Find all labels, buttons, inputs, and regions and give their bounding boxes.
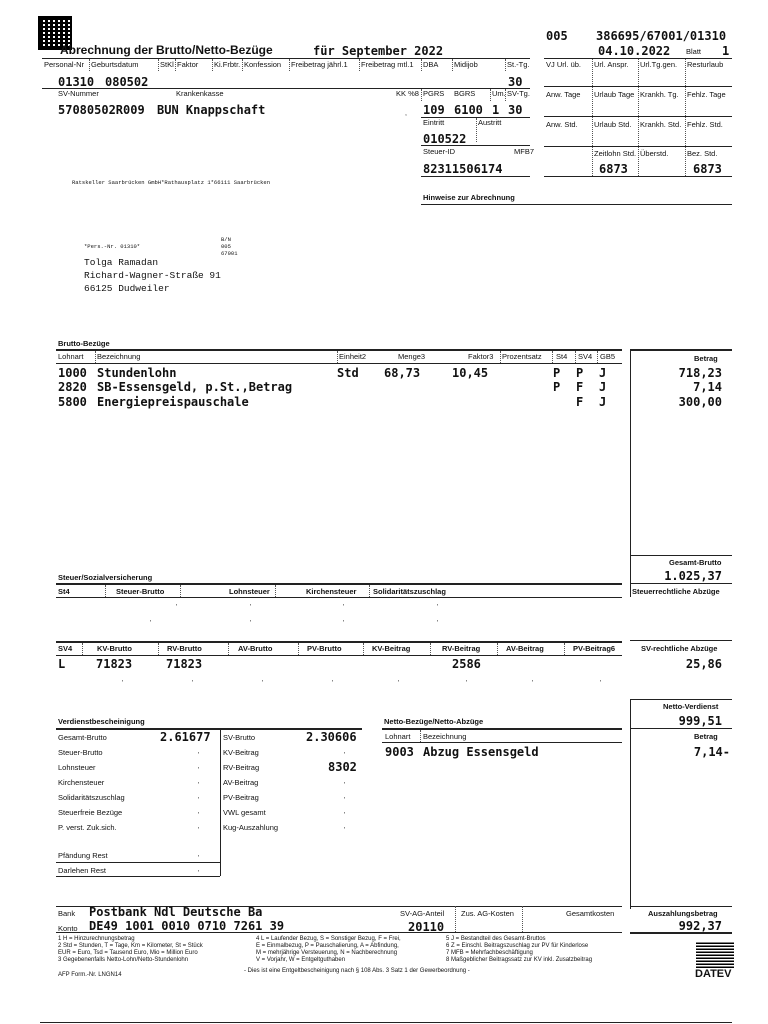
footnote: 4 L = Laufender Bezug, S = Sonstiger Bezug, F = Frei,	[256, 936, 401, 942]
label-zeitlohn-std: Zeitlohn Std.	[594, 149, 637, 158]
sv-col-av-beitrag: AV-Beitrag	[506, 644, 544, 653]
steuer-id-value: 82311506174	[423, 162, 503, 176]
netto-abzuege-row-betrag: 7,14-	[693, 745, 730, 759]
label-fehlz-tage: Fehlz. Tage	[687, 90, 726, 99]
netto-abzuege-col-betrag: Betrag	[694, 732, 718, 741]
footnote: 6 Z = Einschl. Beitragszuschlag zur PV für Kinderlose	[446, 943, 589, 949]
brutto-row-gb: J	[599, 380, 607, 394]
label-sv-tg: SV-Tg.	[507, 89, 530, 98]
payslip-page: Abrechnung der Brutto/Netto-Bezüge für September 2022 005 386695/67001/01310 04.10.2022 Blatt 1 Personal-Nr Geburtsdatum StKl Faktor Ki.Frbtr. Konfession Freibetrag jährl.1 Freibetrag mtl.1 DBA Midijob St.-Tg. 01310 080502 30 SV-Nummer Krankenkasse KK %8 PGRS BGRS Um. SV-Tg. 57080502R009 BUN Knappschaft 109 6100 1 30 , Eintritt Austritt 010522 Steuer-ID MFB7 82311506174 VJ Url. üb. Url. Anspr. Url.Tg.gen. Resturlaub Anw. Tage Urlaub Tage Krankh. Tg. Fehlz. Tage Anw. Std. Urlaub Std. Krankh. Std. Fehlz. Std. Zeitlohn Std. Überstd. Bez. Std. 6873 6873 Ratskeller Saarbrücken GmbH*Rathausplatz 1*66111 Saarbrücken Hinweise zur Abrechnung *Pers.-Nr. 01310* B/N 005 67001 Tolga Ramadan Richard-Wagner-Straße 91 66125 Dudweiler Brutto-Bezüge Lohnart Bezeichnung Einheit2 Menge3 Faktor3 Prozentsatz St4 SV4 GB5 Betrag 1000 Stundenlohn Std 68,73 10,45 P P J 718,23 2820 SB-Essensgeld, p.St.,Betrag P F J 7,14 5800 Energiepreispauschale F J 300,00 Gesamt-Brutto 1.025,37 Steuer/Sozialversicherung St4 Steuer-Brutto Lohnsteuer Kirchensteuer Solidaritätszuschlag Steuerrechtliche Abzüge ' ' ' ' ' ' ' ' SV4 KV-Brutto RV-Brutto AV-Brutto PV-Brutto KV-Beitrag RV-Beitrag AV-Beitrag PV-Beitrag6 SV-rechtliche Abzüge L 71823 71823 2586 25,86 ' ' ' ' ' ' ' ' Netto-Verdienst 999,51 Verdienstbescheinigung Gesamt-Brutto Steuer-Brutto Lohnsteuer Kirchensteuer Solidaritätszuschlag Steuerfreie Bezüge P. verst. Zuk.sich. Pfändung Rest Darlehen Rest 2.61677 ' ' ' ' ' ' ' ' SV-Brutto KV-Beitrag RV-Beitrag AV-Beitrag PV-Beitrag VWL gesamt Kug-Auszahlung 2.30606 8302 ' ' ' ' ' Netto-Bezüge/Netto-Abzüge Lohnart Bezeichnung Betrag 9003 Abzug Essensgeld 7,14- Bank Postbank Ndl Deutsche Ba Konto DE49 1001 0010 0710 7261 39 SV-AG-Anteil 20110 Zus. AG-Kosten Gesamtkosten Auszahlungsbetrag 992,37 1 H = Hinzurechnungsbetrag 2 Std = Stunden, T = Tage, Km = Kilometer, St = Stück EUR = Euro, Tsd = Tausend Euro, Mio = Million Euro 3 Gegebenenfalls Netto-Lohn/Netto-Stundenlohn 4 L = Laufender Bezug, S = Sonstiger Bezug, F = Frei, E = Einmalbezug, P = Pauschalierung, A = Abfindung, M = mehrjährige Versteuerung, N = Nachberechnung V = Vorjahr, W = Entgeltguthaben 5 J = Bestandteil des Gesamt-Bruttos 6 Z = Einschl. Beitragszuschlag zur PV für Kinderlose 7 MFB = Mehrfachbeschäftigung 8 Maßgeblicher Beitragssatz zur KV inkl. Zusatzbeitrag AFP Form.-Nr. LNGN14 - Dies ist eine Entgeltbescheinigung nach § 108 Abs. 3 Satz 1 der Gewerbeordnung - DATEV	[0, 0, 768, 1024]
zeitlohn-std-value: 6873	[599, 162, 628, 176]
sv-value-rv-brutto: 71823	[166, 657, 203, 671]
blatt-value: 1	[722, 44, 730, 58]
label-steuer-id: Steuer-ID	[423, 147, 456, 156]
label-faktor: Faktor	[177, 60, 199, 69]
document-title: Abrechnung der Brutto/Netto-Bezüge	[60, 43, 273, 57]
brutto-col-prozentsatz: Prozentsatz	[502, 352, 542, 361]
brutto-row-gb: J	[599, 395, 607, 409]
label-vj-url: VJ Url. üb.	[546, 60, 582, 69]
label-resturlaub: Resturlaub	[687, 60, 724, 69]
label-personal-nr: Personal-Nr	[44, 60, 85, 69]
label-url-anspr: Url. Anspr.	[594, 60, 629, 69]
bgrs-value: 6100	[454, 103, 483, 117]
netto-abzuege-row-bezeichnung: Abzug Essensgeld	[423, 745, 539, 759]
datev-logo: DATEV	[695, 968, 732, 980]
recipient-street: Richard-Wagner-Straße 91	[84, 270, 221, 281]
verdienst-section-label: Verdienstbescheinigung	[58, 717, 145, 726]
verdienst-right-label: AV-Beitrag	[223, 778, 259, 787]
brutto-row-einheit: Std	[337, 366, 359, 380]
verdienst-left-label: Steuerfreie Bezüge	[58, 808, 123, 817]
address-bn-2: 005	[221, 243, 231, 250]
label-krankh-std: Krankh. Std.	[640, 120, 682, 129]
verdienst-left-label: Pfändung Rest	[58, 851, 108, 860]
netto-abzuege-col-lohnart: Lohnart	[385, 732, 411, 741]
label-pgrs: PGRS	[423, 89, 445, 98]
brutto-col-st: St4	[556, 352, 568, 361]
brutto-row-gb: J	[599, 366, 607, 380]
iban-value: DE49 1001 0010 0710 7261 39	[89, 919, 285, 933]
konto-label: Konto	[58, 924, 78, 933]
brutto-row-betrag: 7,14	[693, 380, 722, 394]
footnote: 8 Maßgeblicher Beitragssatz zur KV inkl. Zusatzbeitrag	[446, 957, 593, 963]
sv-ag-anteil-label: SV-AG-Anteil	[400, 909, 445, 918]
st-tg-value: 30	[508, 75, 523, 89]
gesamtkosten-label: Gesamtkosten	[566, 909, 615, 918]
address-pers-nr: *Pers.-Nr. 01310*	[84, 243, 141, 250]
brutto-col-menge: Menge3	[398, 352, 426, 361]
brutto-col-einheit: Einheit2	[339, 352, 367, 361]
brutto-col-sv: SV4	[578, 352, 593, 361]
brutto-col-betrag: Betrag	[694, 354, 718, 363]
brutto-col-lohnart: Lohnart	[58, 352, 84, 361]
brutto-row-lohnart: 1000	[58, 366, 87, 380]
footnote: V = Vorjahr, W = Entgeltguthaben	[256, 957, 346, 963]
verdienst-gesamt-brutto-value: 2.61677	[160, 730, 211, 744]
bez-std-value: 6873	[693, 162, 722, 176]
sv-col-rv-brutto: RV-Brutto	[167, 644, 202, 653]
label-mfb: MFB7	[514, 147, 535, 156]
verdienst-right-label: VWL gesamt	[223, 808, 266, 817]
brutto-row-sv: F	[576, 395, 584, 409]
blatt-label: Blatt	[686, 47, 702, 56]
sv-value-rv-beitrag: 2586	[452, 657, 481, 671]
gesamt-brutto-label: Gesamt-Brutto	[669, 558, 722, 567]
label-midijob: Midijob	[454, 60, 478, 69]
sv-rechtliche-abzuege-label: SV-rechtliche Abzüge	[641, 644, 718, 653]
sv-value-kv-brutto: 71823	[96, 657, 133, 671]
footnote: 7 MFB = Mehrfachbeschäftigung	[446, 950, 533, 956]
verdienst-left-label: Solidaritätszuschlag	[58, 793, 125, 802]
brutto-row-sv: P	[576, 366, 584, 380]
label-url-tg-gen: Url.Tg.gen.	[640, 60, 678, 69]
brutto-row-betrag: 300,00	[678, 395, 722, 409]
hinweise-label: Hinweise zur Abrechnung	[423, 193, 515, 202]
bank-name: Postbank Ndl Deutsche Ba	[89, 905, 263, 919]
brutto-row-st: P	[553, 380, 561, 394]
label-kk-prozent: KK %8	[396, 89, 419, 98]
label-urlaub-tage: Urlaub Tage	[594, 90, 635, 99]
sv-rechtliche-abzuege-value: 25,86	[685, 657, 722, 671]
period: für September 2022	[313, 44, 444, 58]
krankenkasse-value: BUN Knappschaft	[157, 103, 266, 117]
sv-col-rv-beitrag: RV-Beitrag	[442, 644, 481, 653]
verdienst-left-label: Darlehen Rest	[58, 866, 106, 875]
label-ki-frbtr: Ki.Frbtr.	[214, 60, 241, 69]
verdienst-right-label: SV-Brutto	[223, 733, 256, 742]
label-konfession: Konfession	[244, 60, 282, 69]
label-eintritt: Eintritt	[423, 118, 445, 127]
label-bez-std: Bez. Std.	[687, 149, 718, 158]
sv-col-pv-beitrag: PV-Beitrag6	[573, 644, 616, 653]
steuer-col-lohnsteuer: Lohnsteuer	[229, 587, 270, 596]
sv-col-kv-brutto: KV-Brutto	[97, 644, 132, 653]
footnote: 5 J = Bestandteil des Gesamt-Bruttos	[446, 936, 546, 942]
steuer-col-steuer-brutto: Steuer-Brutto	[116, 587, 165, 596]
ref-number: 386695/67001/01310	[596, 29, 727, 43]
brutto-row-sv: F	[576, 380, 584, 394]
label-urlaub-std: Urlaub Std.	[594, 120, 632, 129]
brutto-row-lohnart: 2820	[58, 380, 87, 394]
label-freibetrag-mtl: Freibetrag mtl.1	[361, 60, 414, 69]
footnote: EUR = Euro, Tsd = Tausend Euro, Mio = Million Euro	[58, 950, 198, 956]
label-anw-tage: Anw. Tage	[546, 90, 581, 99]
address-bn-3: 67001	[221, 250, 238, 257]
label-freibetrag-jaehrl: Freibetrag jährl.1	[291, 60, 348, 69]
sv-col-kv-beitrag: KV-Beitrag	[372, 644, 411, 653]
label-sv-nummer: SV-Nummer	[58, 89, 99, 98]
verdienst-left-label: Steuer-Brutto	[58, 748, 103, 757]
brutto-row-st: P	[553, 366, 561, 380]
sv-col-pv-brutto: PV-Brutto	[307, 644, 342, 653]
recipient-name: Tolga Ramadan	[84, 257, 159, 268]
label-dba: DBA	[423, 60, 439, 69]
footnote: 3 Gegebenenfalls Netto-Lohn/Netto-Stundenlohn	[58, 957, 189, 963]
ref-code: 005	[546, 29, 568, 43]
recipient-city: 66125 Dudweiler	[84, 283, 170, 294]
label-fehlz-std: Fehlz. Std.	[687, 120, 723, 129]
brutto-row-faktor: 10,45	[452, 366, 489, 380]
sv-ag-anteil-value: 20110	[408, 920, 445, 934]
brutto-row-bezeichnung: Energiepreispauschale	[97, 395, 249, 409]
label-stkl: StKl	[160, 60, 174, 69]
steuer-col-st: St4	[58, 587, 70, 596]
verdienst-rv-beitrag-value: 8302	[328, 760, 357, 774]
verdienst-right-label: PV-Beitrag	[223, 793, 259, 802]
sender-line: Ratskeller Saarbrücken GmbH*Rathausplatz 1*66111 Saarbrücken	[72, 179, 271, 186]
gesamt-brutto-value: 1.025,37	[664, 569, 722, 583]
form-number: AFP Form.-Nr. LNGN14	[58, 972, 122, 978]
brutto-col-gb: GB5	[600, 352, 616, 361]
barcode-icon	[696, 942, 734, 968]
personal-nr-value: 01310	[58, 75, 95, 89]
address-bn-1: B/N	[221, 236, 231, 243]
auszahlungsbetrag-label: Auszahlungsbetrag	[648, 909, 718, 918]
netto-verdienst-value: 999,51	[678, 714, 722, 728]
steuer-section-label: Steuer/Sozialversicherung	[58, 573, 153, 582]
auszahlungsbetrag-value: 992,37	[678, 919, 722, 933]
label-bgrs: BGRS	[454, 89, 476, 98]
sv-tg-value: 30	[508, 103, 523, 117]
verdienst-left-label: Kirchensteuer	[58, 778, 105, 787]
brutto-col-bezeichnung: Bezeichnung	[97, 352, 141, 361]
brutto-section-label: Brutto-Bezüge	[58, 339, 110, 348]
sv-col-sv: SV4	[58, 644, 73, 653]
netto-abzuege-row-lohnart: 9003	[385, 745, 414, 759]
pgrs-value: 109	[423, 103, 445, 117]
footnote: 2 Std = Stunden, T = Tage, Km = Kilometer, St = Stück	[58, 943, 203, 949]
document-date: 04.10.2022	[598, 44, 671, 58]
verdienst-left-label: P. verst. Zuk.sich.	[58, 823, 117, 832]
sv-col-av-brutto: AV-Brutto	[238, 644, 273, 653]
brutto-col-faktor: Faktor3	[468, 352, 494, 361]
label-krankh-tg: Krankh. Tg.	[640, 90, 679, 99]
label-anw-std: Anw. Std.	[546, 120, 578, 129]
brutto-row-menge: 68,73	[384, 366, 421, 380]
eintritt-value: 010522	[423, 132, 467, 146]
label-krankenkasse: Krankenkasse	[176, 89, 224, 98]
brutto-row-bezeichnung: Stundenlohn	[97, 366, 177, 380]
steuer-col-solidaritaetszuschlag: Solidaritätszuschlag	[373, 587, 446, 596]
verdienst-right-label: Kug-Auszahlung	[223, 823, 279, 832]
zus-ag-kosten-label: Zus. AG-Kosten	[461, 909, 514, 918]
label-geburtsdatum: Geburtsdatum	[91, 60, 139, 69]
verdienst-left-label: Gesamt-Brutto	[58, 733, 107, 742]
footnote: E = Einmalbezug, P = Pauschalierung, A = Abfindung,	[256, 943, 399, 949]
verdienst-sv-brutto-value: 2.30606	[306, 730, 357, 744]
bank-label: Bank	[58, 909, 76, 918]
verdienst-left-label: Lohnsteuer	[58, 763, 96, 772]
steuerrechtliche-abzuege-label: Steuerrechtliche Abzüge	[632, 587, 720, 596]
netto-abzuege-section-label: Netto-Bezüge/Netto-Abzüge	[384, 717, 484, 726]
brutto-row-betrag: 718,23	[678, 366, 722, 380]
footnote: M = mehrjährige Versteuerung, N = Nachberechnung	[256, 950, 398, 956]
disclaimer: - Dies ist eine Entgeltbescheinigung nach § 108 Abs. 3 Satz 1 der Gewerbeordnung -	[244, 968, 470, 974]
footnote: 1 H = Hinzurechnungsbetrag	[58, 936, 135, 942]
brutto-row-bezeichnung: SB-Essensgeld, p.St.,Betrag	[97, 380, 293, 394]
sv-nummer-value: 57080502R009	[58, 103, 145, 117]
geburtsdatum-value: 080502	[105, 75, 149, 89]
verdienst-right-label: KV-Beitrag	[223, 748, 259, 757]
label-ueberstd: Überstd.	[640, 149, 669, 158]
netto-abzuege-col-bezeichnung: Bezeichnung	[423, 732, 467, 741]
verdienst-right-label: RV-Beitrag	[223, 763, 260, 772]
sv-value-sv: L	[58, 657, 66, 671]
steuer-col-kirchensteuer: Kirchensteuer	[306, 587, 357, 596]
label-austritt: Austritt	[478, 118, 502, 127]
brutto-row-lohnart: 5800	[58, 395, 87, 409]
label-um: Um.	[492, 89, 506, 98]
label-st-tg: St.-Tg.	[507, 60, 530, 69]
netto-verdienst-label: Netto-Verdienst	[663, 702, 719, 711]
um-value: 1	[492, 103, 500, 117]
